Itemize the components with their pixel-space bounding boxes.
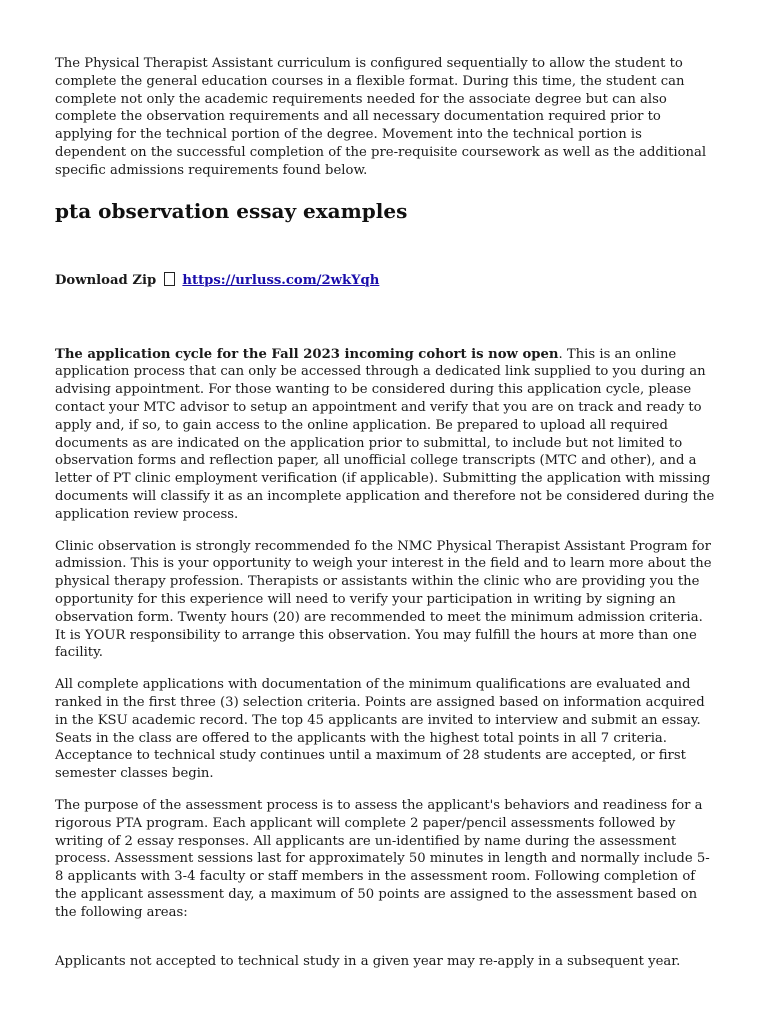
application-bold-lead: The application cycle for the Fall 2023 incoming cohort is now open	[55, 346, 559, 362]
download-line	[55, 272, 715, 290]
missing-glyph-icon	[164, 272, 175, 286]
download-link[interactable]: https://urluss.com/2wkYqh	[182, 272, 380, 288]
download-label: Download Zip	[55, 272, 157, 288]
page-title: pta observation essay examples	[55, 198, 408, 223]
applications-paragraph: All complete applications with documentation of the minimum qualifications are evaluated and ranked in the first three (3) selection criteria. Points are assigned based on information acquired in the KSU academic record. The top 45 applicants are invited to interview and submit an essay. Seats in the class are offered to the applicants with the highest total points in all 7 criteria. Acceptance to technical study continues until a maximum of 28 students are accepted, or first semester classes begin.	[55, 677, 705, 782]
assessment-paragraph: The purpose of the assessment process is to assess the applicant's behaviors and readiness for a rigorous PTA program. Each applicant will complete 2 paper/pencil assessments followed by writing of 2 essay responses. All applicants are un-identified by name during the assessment process. Assessment sessions last for approximately 50 minutes in length and normally include 5-8 applicants with 3-4 faculty or staff members in the assessment room. Following completion of the applicant assessment day, a maximum of 50 points are assigned to the assessment based on the following areas:	[55, 797, 710, 920]
intro-paragraph: The Physical Therapist Assistant curriculum is configured sequentially to allow the student to complete the general education courses in a flexible format. During this time, the student can complete not only the academic requirements needed for the associate degree but can also complete the observation requirements and all necessary documentation required prior to applying for the technical portion of the degree. Movement into the technical portion is dependent on the successful completion of the pre-requisite coursework as well as the additional specific admissions requirements found below.	[55, 56, 707, 178]
reapply-paragraph: Applicants not accepted to technical study in a given year may re-apply in a subsequent year.	[55, 954, 681, 970]
document-body	[55, 55, 715, 971]
application-paragraph	[55, 346, 715, 524]
clinic-paragraph: Clinic observation is strongly recommended fo the NMC Physical Therapist Assistant Program for admission. This is your opportunity to weigh your interest in the field and to learn more about the physical therapy profession. Therapists or assistants within the clinic who are providing you the opportunity for this experience will need to verify your participation in writing by signing an observation form. Twenty hours (20) are recommended to meet the minimum admission criteria. It is YOUR responsibility to arrange this observation. You may fulfill the hours at more than one facility.	[55, 538, 712, 661]
application-text: . This is an online application process that can only be accessed through a dedicated link supplied to you during an advising appointment. For those wanting to be considered during this application cycle, please contact your MTC advisor to setup an appointment and verify that you are on track and ready to apply and, if so, to gain access to the online application. Be prepared to upload all required documents as are indicated on the application prior to submittal, to include but not limited to observation forms and reflection paper, all unofficial college transcripts (MTC and other), and a letter of PT clinic employment verification (if applicable). Submitting the application with missing documents will classify it as an incomplete application and therefore not be considered during the application review process.	[55, 346, 715, 522]
